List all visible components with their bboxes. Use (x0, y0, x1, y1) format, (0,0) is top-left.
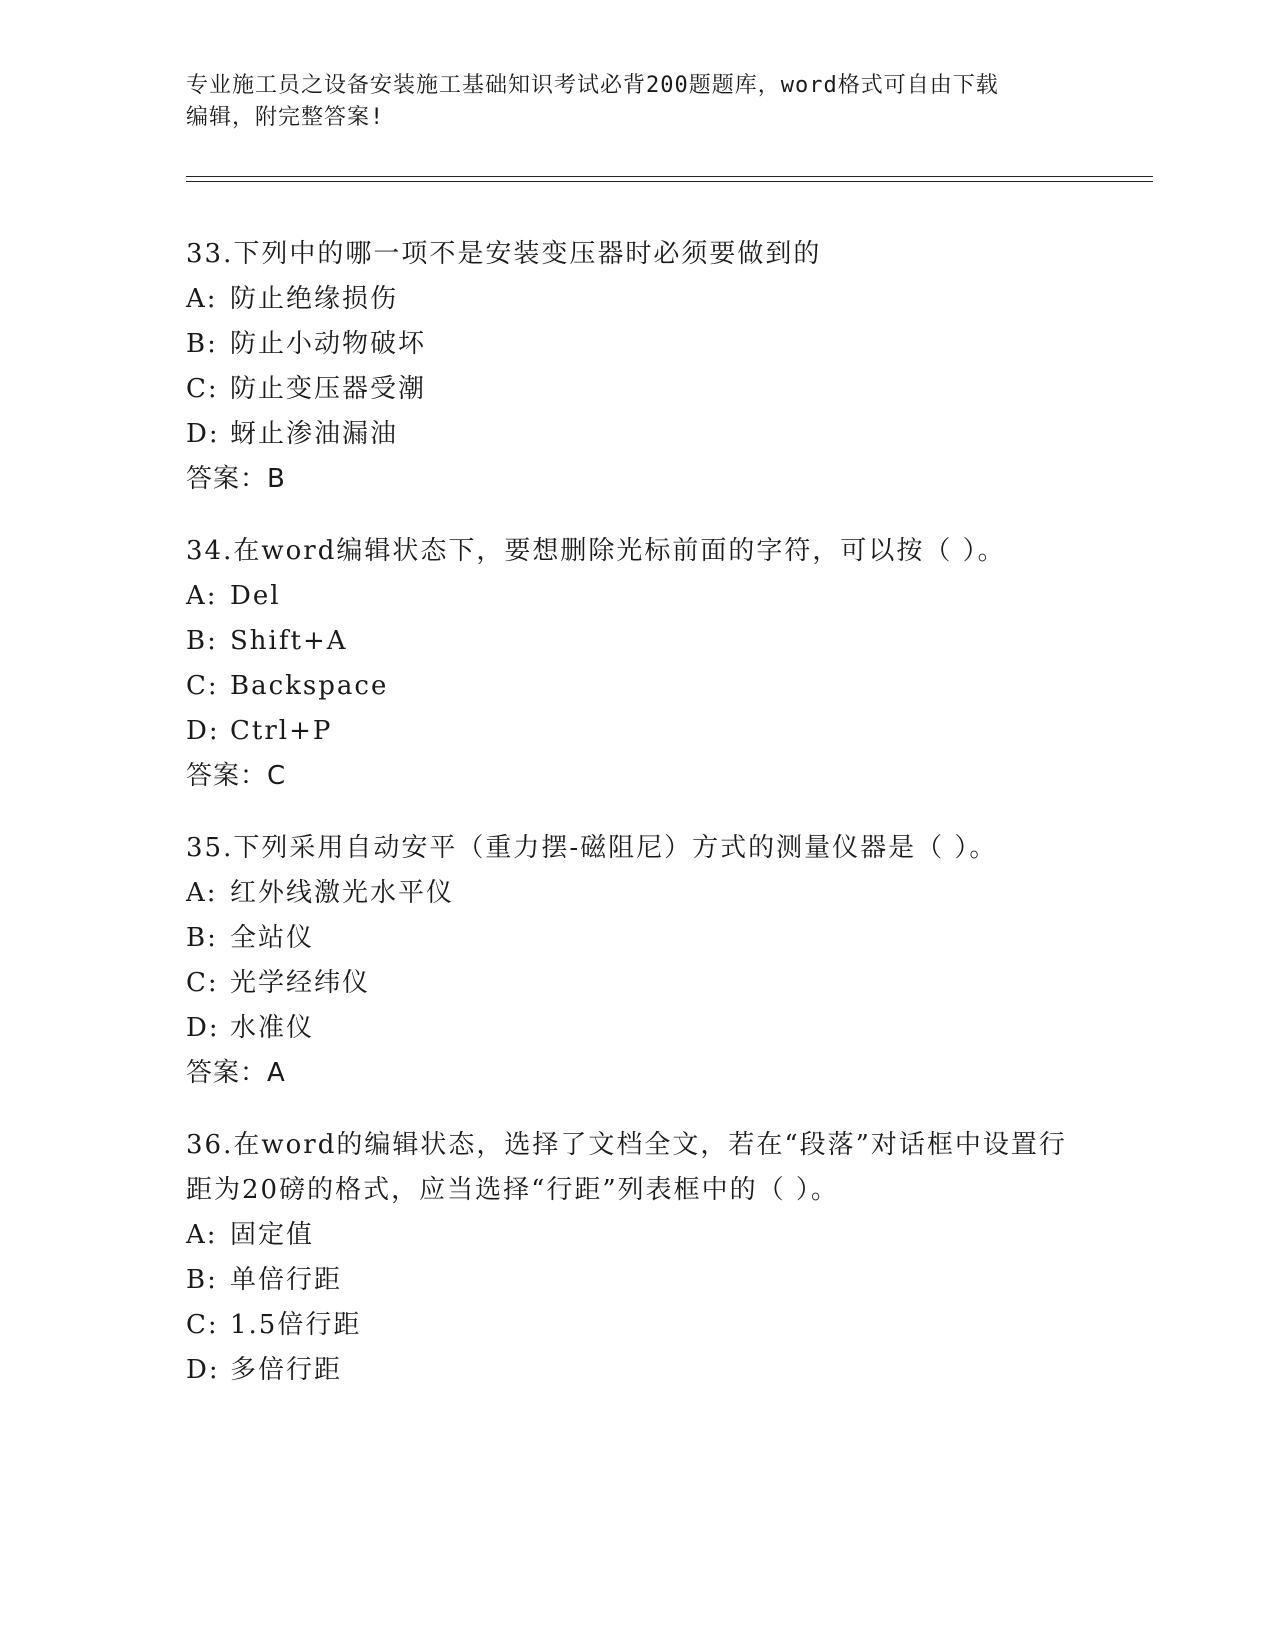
option-c (186, 961, 1086, 1006)
question-number: 34. (186, 536, 234, 566)
question-list (186, 232, 1086, 1420)
option-letter: D: (186, 1355, 220, 1385)
question-body: 下列采用自动安平（重力摆-磁阻尼）方式的测量仪器是（ ）。 (233, 833, 998, 863)
option-b (186, 1258, 1086, 1303)
option-d (186, 1006, 1086, 1051)
option-c (186, 367, 1086, 412)
option-letter: C: (186, 374, 219, 404)
option-letter: B: (186, 329, 218, 359)
question-body: 在word的编辑状态，选择了文档全文，若在“段落”对话框中设置行距为20磅的格式，应当选择“行距”列表框中的（ ）。 (186, 1130, 1067, 1205)
question-number: 36. (186, 1130, 234, 1160)
answer-line: 答案：C (186, 761, 287, 791)
option-a (186, 1213, 1086, 1258)
option-text: 防止变压器受潮 (230, 374, 427, 404)
question-body: 在word编辑状态下，要想删除光标前面的字符，可以按（ ）。 (233, 536, 1006, 566)
header-line-1: 专业施工员之设备安装施工基础知识考试必背200题题库，word格式可自由下载 (186, 73, 999, 98)
header-divider-bottom (186, 181, 1153, 182)
question-text (186, 232, 1086, 277)
option-letter: A: (186, 581, 218, 611)
question-34 (186, 529, 1086, 799)
option-letter: B: (186, 1265, 218, 1295)
option-d (186, 412, 1086, 457)
option-letter: C: (186, 968, 219, 998)
option-letter: C: (186, 671, 219, 701)
header-line-2: 编辑，附完整答案! (186, 105, 385, 130)
question-33 (186, 232, 1086, 502)
option-text: Ctrl+P (230, 716, 333, 746)
option-text: 蚜止渗油漏油 (230, 419, 399, 449)
option-text: 单倍行距 (230, 1265, 343, 1295)
option-text: Del (230, 581, 281, 611)
option-a (186, 277, 1086, 322)
option-text: Shift+A (230, 626, 348, 656)
answer-line: 答案：A (186, 1058, 286, 1088)
option-d (186, 1348, 1086, 1393)
option-text: 固定值 (230, 1220, 315, 1250)
option-c (186, 664, 1086, 709)
option-b (186, 916, 1086, 961)
option-a (186, 574, 1086, 619)
header-divider-top (186, 176, 1153, 177)
option-letter: B: (186, 923, 218, 953)
option-b (186, 322, 1086, 367)
option-text: 防止小动物破坏 (230, 329, 427, 359)
option-d (186, 709, 1086, 754)
question-text (186, 1123, 1086, 1213)
option-text: 1.5倍行距 (230, 1310, 362, 1340)
option-letter: D: (186, 1013, 220, 1043)
question-text (186, 529, 1086, 574)
option-text: 红外线激光水平仪 (230, 878, 455, 908)
question-number: 33. (186, 239, 234, 269)
option-c (186, 1303, 1086, 1348)
option-text: 水准仪 (230, 1013, 315, 1043)
option-text: 多倍行距 (230, 1355, 343, 1385)
question-35 (186, 826, 1086, 1096)
option-b (186, 619, 1086, 664)
option-text: Backspace (230, 671, 389, 701)
question-text (186, 826, 1086, 871)
option-letter: A: (186, 1220, 218, 1250)
question-body: 下列中的哪一项不是安装变压器时必须要做到的 (233, 239, 822, 269)
question-number: 35. (186, 833, 234, 863)
option-letter: C: (186, 1310, 219, 1340)
option-letter: D: (186, 716, 220, 746)
option-letter: B: (186, 626, 218, 656)
question-36 (186, 1123, 1086, 1393)
option-text: 防止绝缘损伤 (230, 284, 399, 314)
document-header (186, 70, 1086, 134)
option-a (186, 871, 1086, 916)
answer-line: 答案：B (186, 464, 286, 494)
option-text: 光学经纬仪 (230, 968, 371, 998)
option-letter: A: (186, 878, 218, 908)
option-letter: D: (186, 419, 220, 449)
option-letter: A: (186, 284, 218, 314)
option-text: 全站仪 (230, 923, 315, 953)
